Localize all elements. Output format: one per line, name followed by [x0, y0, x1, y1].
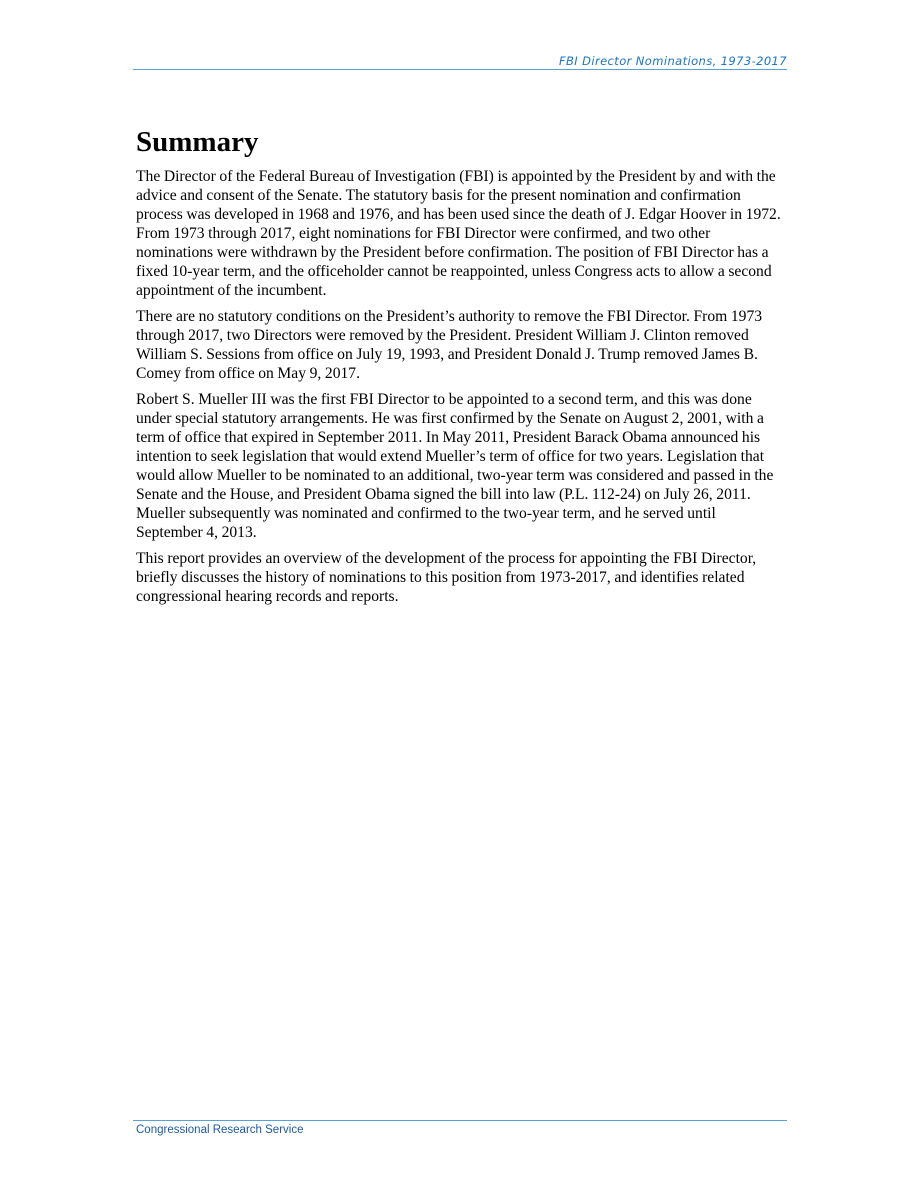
section-heading: Summary — [136, 126, 259, 158]
footer-rule — [133, 1120, 787, 1121]
summary-paragraph-4: This report provides an overview of the development of the process for appointing the FBI Director, briefly discusses the history of nominations to this position from 1973-2017, and identifies related congressional hearing records and reports. — [136, 550, 757, 605]
footer-organization: Congressional Research Service — [136, 1124, 304, 1136]
header-rule — [133, 69, 787, 70]
summary-paragraph-1: The Director of the Federal Bureau of Investigation (FBI) is appointed by the President by and with the advice and consent of the Senate. The statutory basis for the present nomination and confirmation process was developed in 1968 and 1976, and has been used since the death of J. Edgar Hoover in 1972. From 1973 through 2017, eight nominations for FBI Director were confirmed, and two other nominations were withdrawn by the President before confirmation. The position of FBI Director has a fixed 10-year term, and the officeholder cannot be reappointed, unless Congress acts to allow a second appointment of the incumbent. — [136, 168, 781, 299]
summary-section — [136, 124, 786, 613]
summary-paragraph-3: Robert S. Mueller III was the first FBI Director to be appointed to a second term, and this was done under special statutory arrangements. He was first confirmed by the Senate on August 2, 2001, with a term of office that expired in September 2011. In May 2011, President Barack Obama announced his intention to seek legislation that would extend Mueller’s term of office for two years. Legislation that would allow Mueller to be nominated to an additional, two-year term was considered and passed in the Senate and the House, and President Obama signed the bill into law (P.L. 112-24) on July 26, 2011. Mueller subsequently was nominated and confirmed to the two-year term, and he served until September 4, 2013. — [136, 391, 774, 541]
running-header-title: FBI Director Nominations, 1973-2017 — [558, 54, 787, 68]
summary-paragraph-2: There are no statutory conditions on the President’s authority to remove the FBI Director. From 1973 through 2017, two Directors were removed by the President. President William J. Clinton removed William S. Sessions from office on July 19, 1993, and President Donald J. Trump removed James B. Comey from office on May 9, 2017. — [136, 308, 763, 382]
